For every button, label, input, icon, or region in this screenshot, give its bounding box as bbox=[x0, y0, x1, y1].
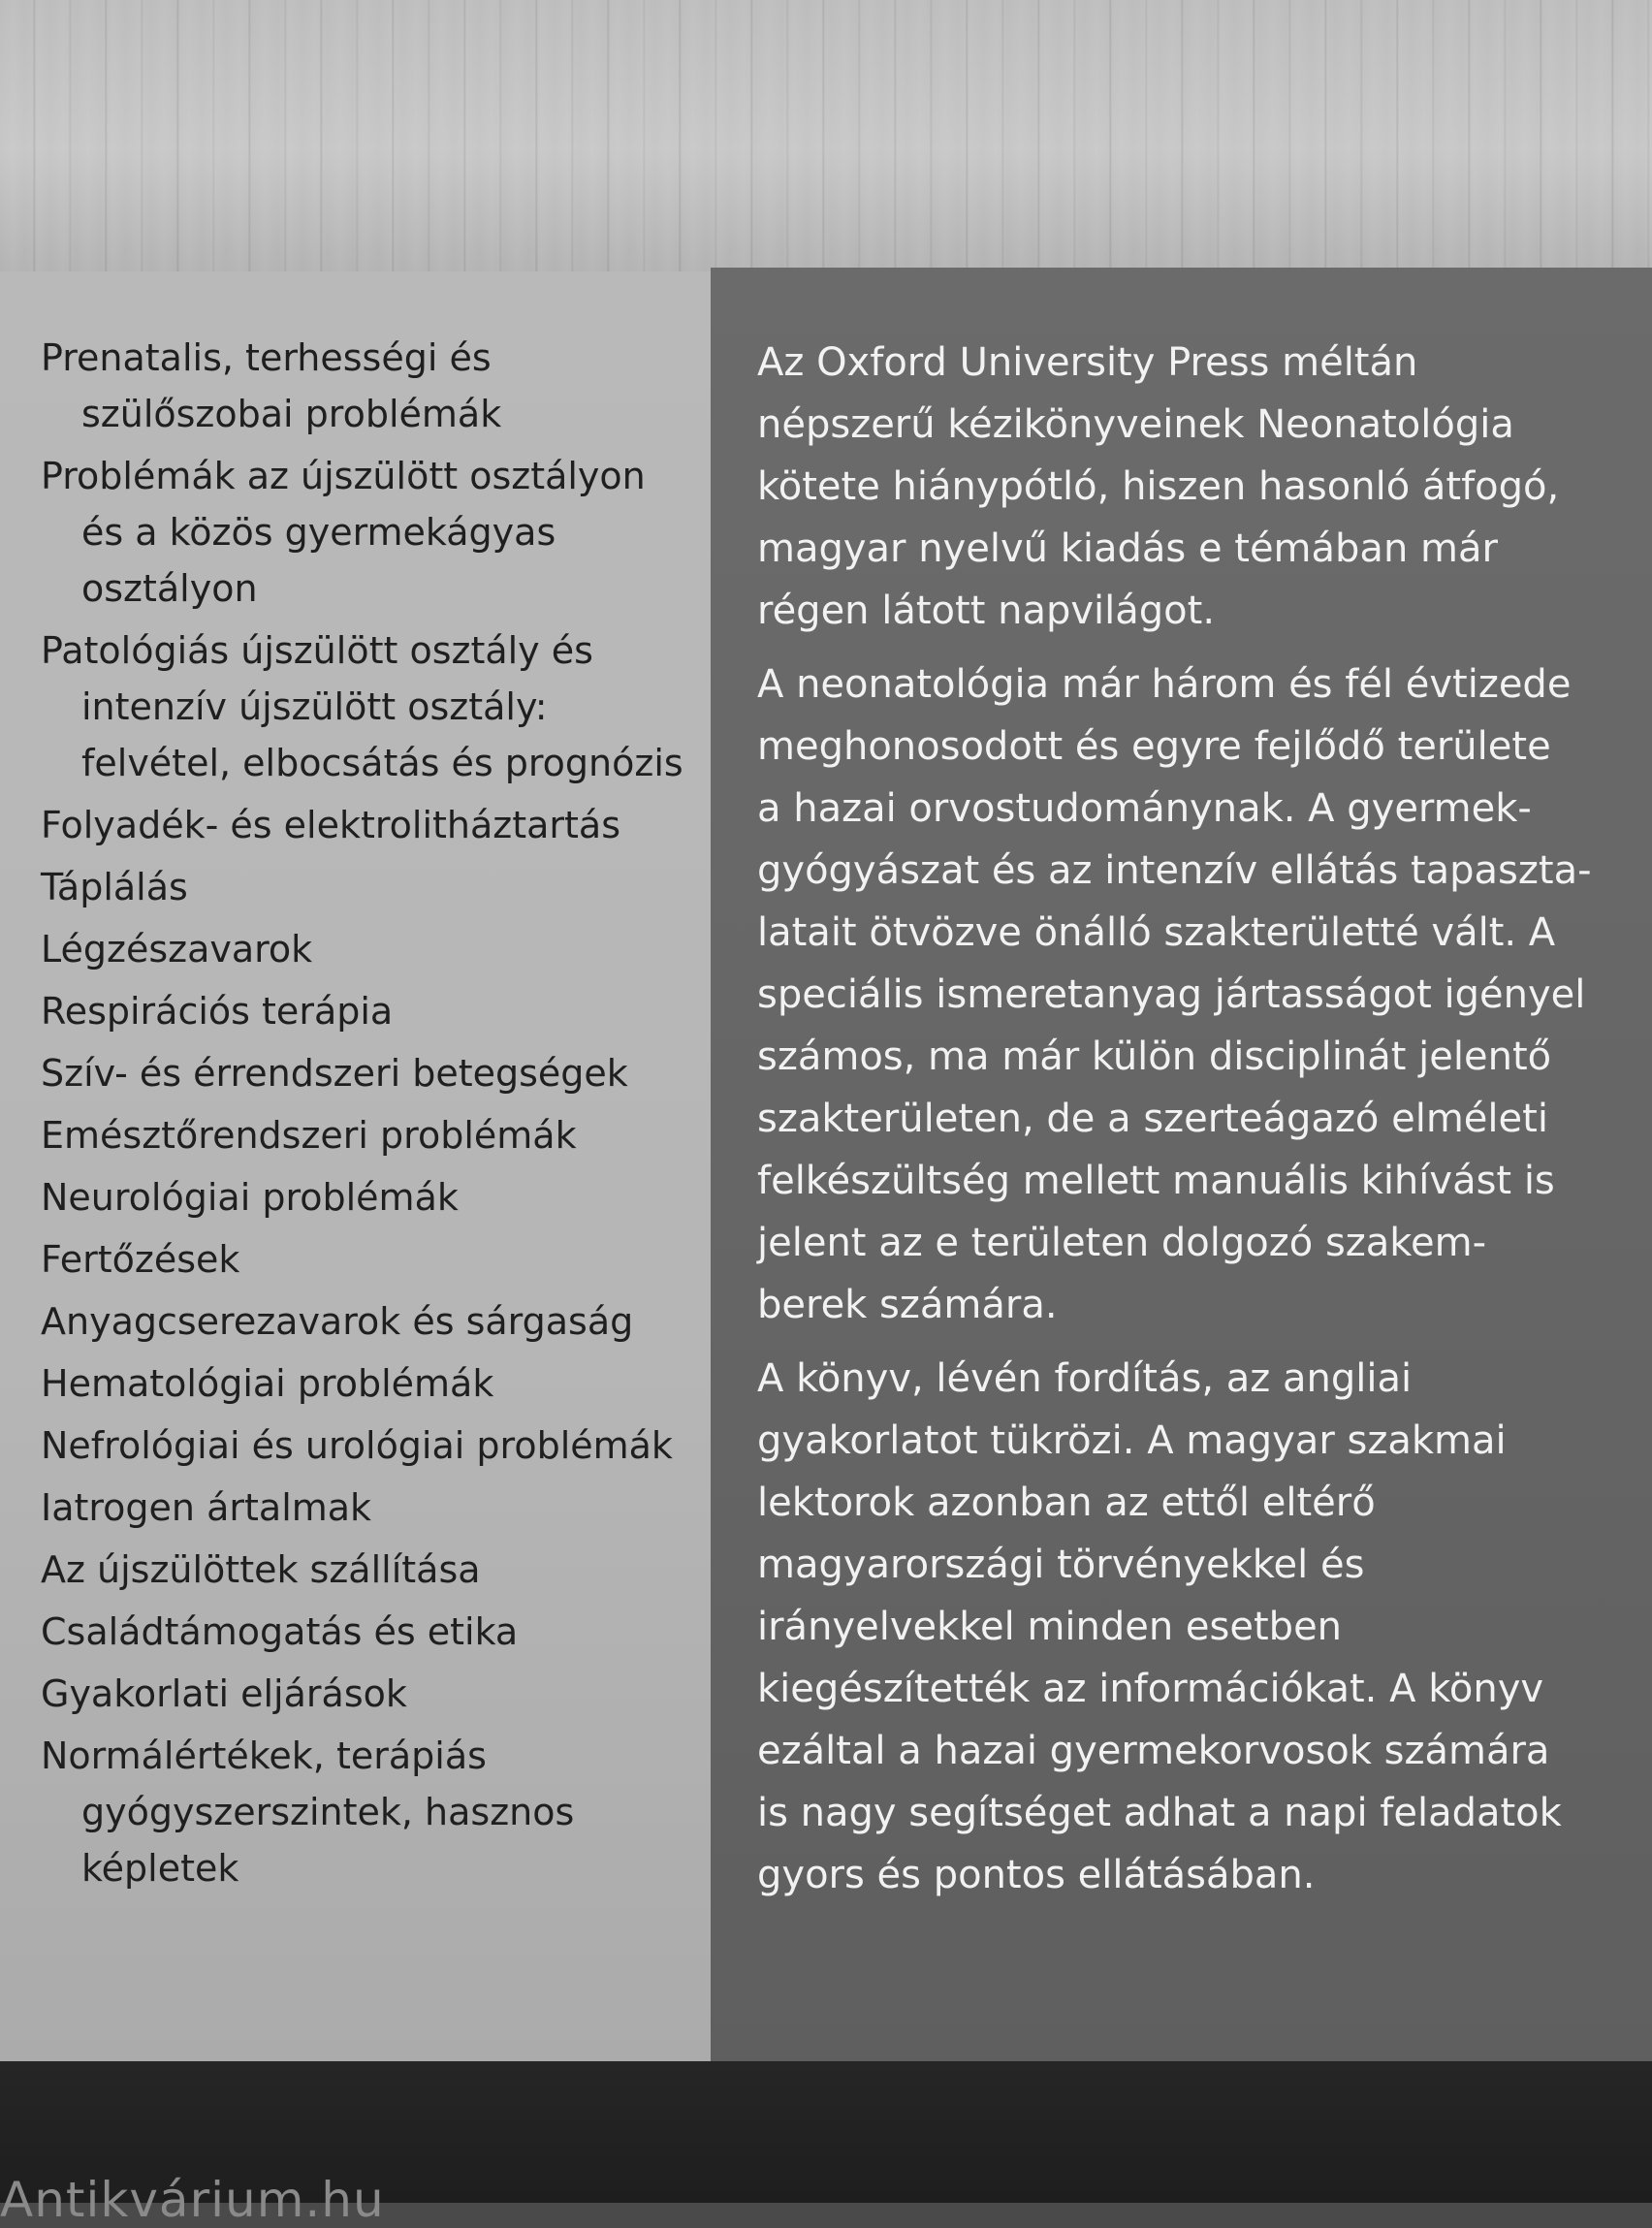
contents-item: Családtámogatás és etika bbox=[41, 1610, 519, 1653]
contents-item: Folyadék- és elektrolitháztartás bbox=[41, 804, 621, 846]
contents-item: Respirációs terápia bbox=[41, 990, 394, 1033]
blurb-line: A könyv, lévén fordítás, az angliai bbox=[757, 1356, 1413, 1401]
contents-item: Légzészavarok bbox=[41, 928, 313, 971]
blurb-line: jelent az e területen dolgozó szakem- bbox=[757, 1221, 1487, 1265]
blurb-line: Az Oxford University Press méltán bbox=[757, 340, 1418, 385]
blurb-line: gyakorlatot tükrözi. A magyar szakmai bbox=[757, 1418, 1507, 1463]
contents-item: Iatrogen ártalmak bbox=[41, 1486, 372, 1529]
contents-item: Szív- és érrendszeri betegségek bbox=[41, 1052, 628, 1095]
blurb-line: kiegészítették az információkat. A könyv bbox=[757, 1667, 1544, 1711]
contents-item: Gyakorlati eljárások bbox=[41, 1672, 407, 1715]
blurb-line: A neonatológia már három és fél évtizede bbox=[757, 662, 1572, 707]
blurb-line: magyar nyelvű kiadás e témában már bbox=[757, 526, 1498, 571]
blurb-line: gyógyászat és az intenzív ellátás tapaszta- bbox=[757, 848, 1592, 893]
blurb-line: kötete hiánypótló, hiszen hasonló átfogó, bbox=[757, 464, 1560, 509]
contents-item: Fertőzések bbox=[41, 1238, 240, 1281]
contents-item: Problémák az újszülött osztályon és a közös gyermekágyas osztályon bbox=[41, 455, 646, 610]
contents-item: Prenatalis, terhességi és szülőszobai problémák bbox=[41, 336, 502, 435]
blurb-line: ezáltal a hazai gyermekorvosok számára bbox=[757, 1729, 1550, 1773]
watermark-text: Antikvárium.hu bbox=[0, 2172, 385, 2228]
blurb-line: speciális ismeretanyag jártasságot igényel bbox=[757, 972, 1586, 1017]
contents-item: Hematológiai problémák bbox=[41, 1362, 494, 1405]
contents-item: Neurológiai problémák bbox=[41, 1176, 459, 1219]
blurb-paragraph bbox=[757, 332, 1649, 642]
contents-item: Anyagcserezavarok és sárgaság bbox=[41, 1300, 634, 1343]
contents-item: Nefrológiai és urológiai problémák bbox=[41, 1424, 673, 1467]
blurb-line: népszerű kézikönyveinek Neonatológia bbox=[757, 402, 1514, 447]
blurb-line: a hazai orvostudománynak. A gyermek- bbox=[757, 786, 1532, 831]
blurb-line: szakterületen, de a szerteágazó elméleti bbox=[757, 1097, 1548, 1141]
blurb-line: lektorok azonban az ettől eltérő bbox=[757, 1480, 1376, 1525]
contents-item: Patológiás újszülött osztály és intenzív újszülött osztály: felvétel, elbocsátás és prognózis bbox=[41, 629, 683, 784]
contents-item: Normálértékek, terápiás gyógyszerszintek, hasznos képletek bbox=[41, 1735, 575, 1890]
blurb-line: régen látott napvilágot. bbox=[757, 589, 1216, 633]
blurb-line: is nagy segítséget adhat a napi feladatok bbox=[757, 1791, 1562, 1835]
contents-list bbox=[0, 330, 698, 1902]
blurb-line: irányelvekkel minden esetben bbox=[757, 1605, 1343, 1649]
contents-item: Táplálás bbox=[41, 866, 188, 908]
blurb-line: magyarországi törvényekkel és bbox=[757, 1543, 1365, 1587]
blurb-line: meghonosodott és egyre fejlődő területe bbox=[757, 724, 1551, 769]
contents-item: Emésztőrendszeri problémák bbox=[41, 1114, 577, 1157]
blurb-line: gyors és pontos ellátásában. bbox=[757, 1853, 1316, 1897]
blurb-line: berek számára. bbox=[757, 1283, 1058, 1327]
blurb-paragraph bbox=[757, 1348, 1649, 1906]
blurb-line: latait ötvözve önálló szakterületté vált. A bbox=[757, 910, 1556, 955]
blurb-line: számos, ma már külön disciplinát jelentő bbox=[757, 1034, 1552, 1079]
wood-background bbox=[0, 0, 1652, 271]
blurb-line: felkészültség mellett manuális kihívást is bbox=[757, 1159, 1555, 1203]
blurb-paragraph bbox=[757, 653, 1649, 1336]
blurb-text bbox=[757, 332, 1649, 1918]
contents-item: Az újszülöttek szállítása bbox=[41, 1548, 481, 1591]
